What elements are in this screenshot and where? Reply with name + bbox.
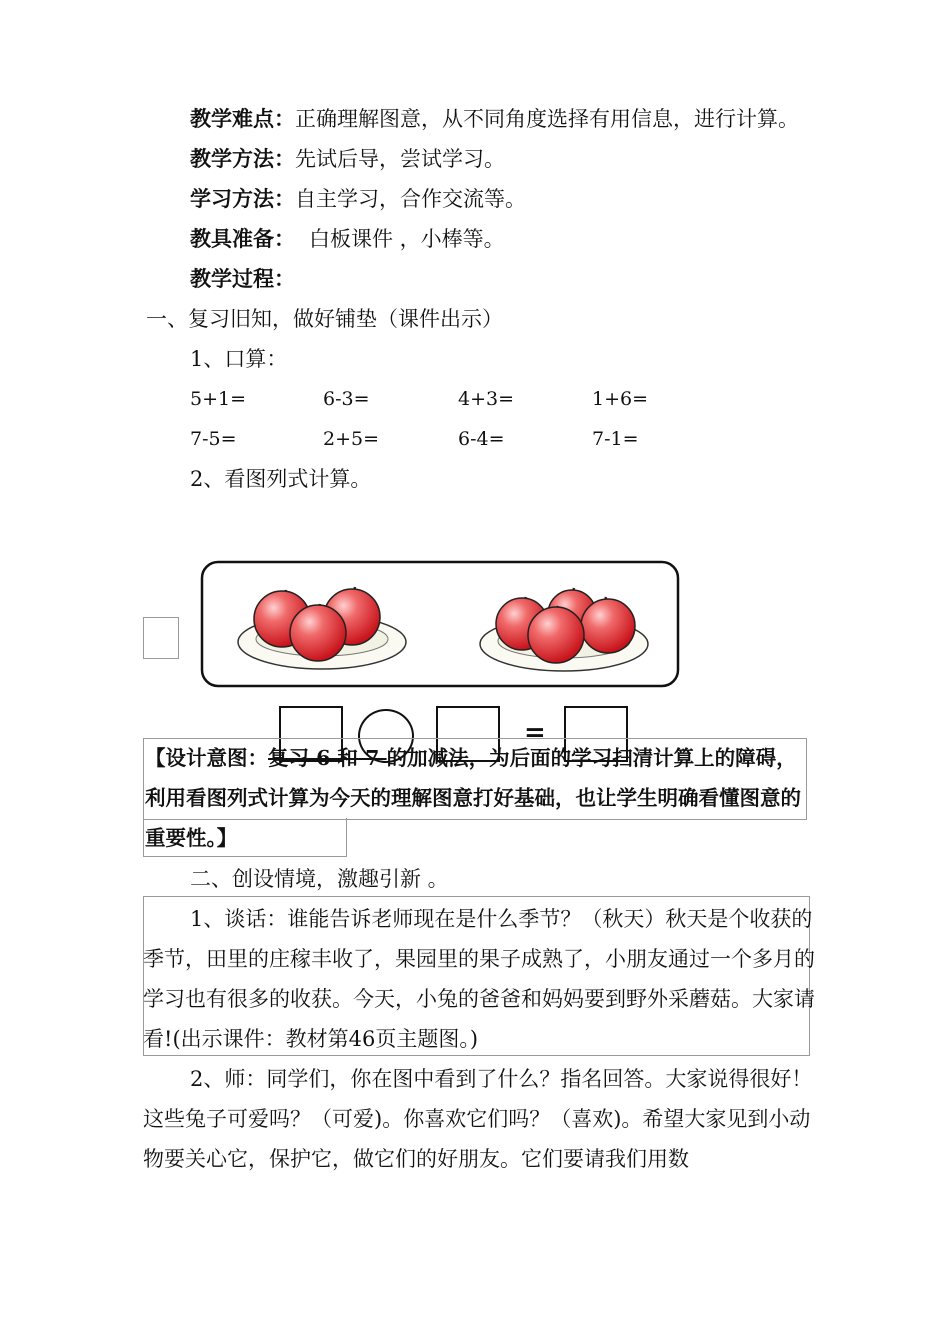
apple-icon — [290, 604, 346, 661]
method-line — [190, 144, 505, 174]
equals-sign: = — [524, 718, 546, 748]
answer-box-small[interactable] — [143, 617, 179, 659]
method-label: 教学方法： — [190, 146, 295, 171]
tools-text: 白板课件 ，小棒等。 — [309, 227, 505, 251]
calc-r1-c3: 4+3= — [458, 388, 515, 410]
design-intent-part2: 的加减法，为后面的学习扫清计算上的障碍，利用看图列式计算为今天的理解图意打好基础，也让学生明确看懂图意的重要性。】 — [145, 746, 801, 850]
calc-r2-c3: 6-4= — [458, 428, 505, 450]
calc-r2-c4: 7-1= — [592, 428, 639, 450]
picture-calc-label: 2、看图列式计算。 — [190, 467, 372, 491]
calc-r2-c2: 2+5= — [323, 428, 380, 450]
design-intent-struck: 复习 6 和 7 — [268, 746, 387, 770]
method-text: 先试后导，尝试学习。 — [295, 147, 505, 171]
tools-label: 教具准备： — [190, 226, 295, 251]
calc-r2-c1: 7-5= — [190, 428, 237, 450]
section1-title: 一、复习旧知，做好铺垫（课件出示） — [146, 307, 503, 331]
difficulty-text: 正确理解图意，从不同角度选择有用信息，进行计算。 — [295, 107, 799, 131]
talk-paragraph: 1、谈话：谁能告诉老师现在是什么季节？（秋天）秋天是个收获的季节，田里的庄稼丰收了，果园里的果子成熟了，小朋友通过一个多月的学习也有很多的收获。今天，小兔的爸爸和妈妈要到野外采蘑菇。大家请看!(出示课件：教材第46页主题图。) — [143, 907, 815, 1051]
design-intent — [143, 738, 807, 858]
calc-r1-c2: 6-3= — [323, 388, 370, 410]
calc-r1-c4: 1+6= — [592, 388, 649, 410]
process-label: 教学过程： — [190, 266, 295, 291]
apple-picture — [200, 560, 682, 690]
design-intent-text — [143, 738, 807, 858]
learning-text: 自主学习，合作交流等。 — [295, 187, 526, 211]
oral-calc-label: 1、口算： — [190, 347, 288, 371]
learning-label: 学习方法： — [190, 186, 295, 211]
difficulty-line — [190, 104, 799, 134]
section2-title: 二、创设情境，激趣引新 。 — [190, 867, 449, 891]
apple-icon — [528, 606, 584, 663]
calc-r1-c1: 5+1= — [190, 388, 247, 410]
tools-line — [190, 224, 505, 254]
learning-line — [190, 184, 526, 214]
teacher-paragraph: 2、师：同学们，你在图中看到了什么？指名回答。大家说得很好！这些兔子可爱吗？（可爱)。你喜欢它们吗？（喜欢)。希望大家见到小动物要关心它，保护它，做它们的好朋友。它们要请我们用数 — [143, 1067, 813, 1171]
difficulty-label: 教学难点： — [190, 106, 295, 131]
design-intent-part1: 【设计意图： — [145, 746, 268, 770]
